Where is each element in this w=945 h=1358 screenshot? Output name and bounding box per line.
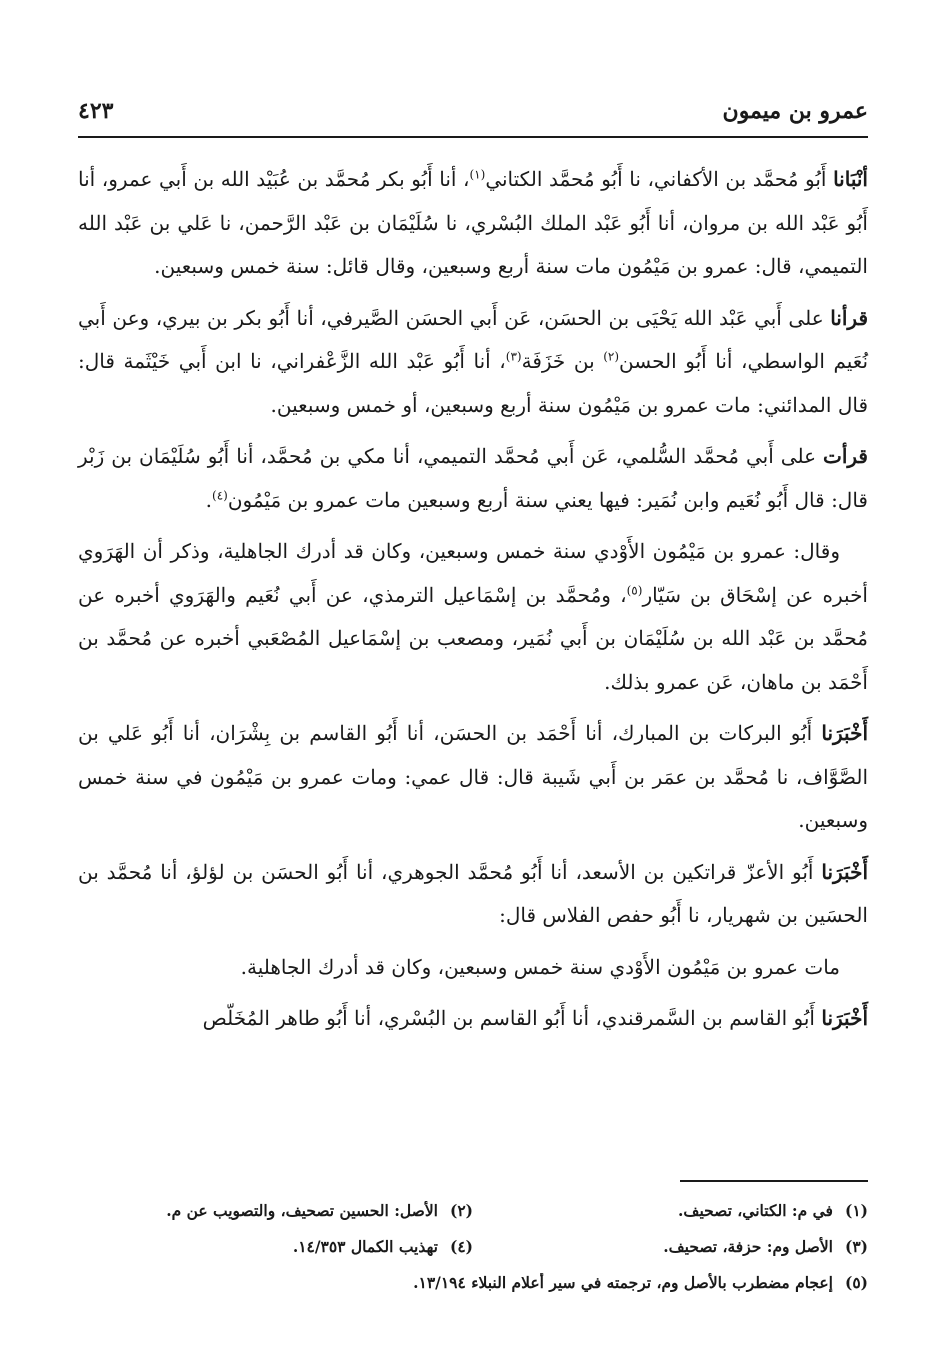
footnote-number: (٢) <box>449 1200 473 1220</box>
paragraph-lead: أنْبَانا <box>833 167 868 191</box>
paragraph-lead: قرأنا <box>830 305 868 330</box>
main-text <box>78 158 868 1049</box>
header-rule <box>78 136 868 138</box>
paragraph-lead: أَخْبَرَنا <box>821 859 868 884</box>
paragraph-text: وقال: عمرو بن مَيْمُون الأَوْدي سنة خمس وسبعين، وكان قد أدرك الجاهلية، وذكر أن الهَرَوي أخبره عن إسْحَاق بن سَيّار <box>78 539 868 607</box>
paragraph-text: بن خَزَفَة <box>521 349 604 373</box>
paragraph-text: أَبُو القاسم بن السَّمرقندي، أنا أَبُو القاسم بن البُسْري، أنا أَبُو طاهر المُخَلّص <box>202 1006 822 1030</box>
footnote-rule <box>680 1180 868 1182</box>
paragraph-text: أَبُو مُحمَّد بن الأكفاني، نا أَبُو مُحمَّد الكتاني <box>485 167 834 191</box>
footnote-2 <box>78 1201 473 1220</box>
paragraph-text: ، أنا أَبُو بكر مُحمَّد بن عُبَيْد الله بن أَبي عمرو، أنا أَبُو عَبْد الله بن مروان، أنا أَبُو عَبْد الملك البُسْري، نا سُلَيْمَان بن عَبْد الرَّحمن، نا عَلي بن عَبْد الله التميمي، قال: عمرو بن مَيْمُون مات سنة أربع وسبعين، وقال قائل: سنة خمس وسبعين. <box>78 167 868 278</box>
footnote-row <box>78 1228 868 1264</box>
footnote-ref[interactable]: (٤) <box>212 487 228 502</box>
page-number: ٤٢٣ <box>78 98 114 124</box>
footnote-number: (١) <box>844 1200 868 1220</box>
paragraph-lead: أَخْبَرَنا <box>821 721 869 745</box>
footnote-3 <box>473 1237 868 1256</box>
footnote-number: (٤) <box>449 1236 473 1256</box>
footnote-1 <box>473 1201 868 1220</box>
paragraph-lead: قرأت <box>823 444 868 468</box>
footnote-5 <box>78 1273 868 1292</box>
paragraph-text: أَبُو الأعزّ قراتكين بن الأسعد، أنا أَبُو مُحمَّد الجوهري، أنا أَبُو الحسَن بن لؤلؤ، أنا مُحمَّد بن الحسَين بن شهريار، نا أَبُو حفص الفلاس قال: <box>78 859 868 927</box>
paragraph-3 <box>78 435 868 522</box>
footnote-number: (٥) <box>844 1272 868 1292</box>
paragraph-text: مات عمرو بن مَيْمُون الأَوْدي سنة خمس وسبعين، وكان قد أدرك الجاهلية. <box>240 954 840 979</box>
paragraph-text: ، أنا أَبُو عَبْد الله الزَّعْفراني، نا ابن أَبي خَيْثَمة قال: قال المدائني: مات عمرو بن مَيْمُون سنة أربع وسبعين، أو خمس وسبعين. <box>78 349 868 417</box>
paragraph-text: على أَبي مُحمَّد السُّلمي، عَن أَبي مُحمَّد التميمي، أنا مكي بن مُحمَّد، أنا أَبُو سُلَيْمَان بن زَبْر قال: قال أَبُو نُعَيم وابن نُمَير: فيها يعني سنة أربع وسبعين مات عمرو بن مَيْمُون <box>78 444 868 512</box>
footnote-text: الأصل وم: حزفة، تصحيف. <box>663 1236 833 1256</box>
paragraph-lead: أَخْبَرَنا <box>821 1006 868 1030</box>
footnotes <box>78 1192 868 1300</box>
footnote-ref[interactable]: (٣) <box>505 349 522 364</box>
paragraph-text: . <box>205 487 213 512</box>
paragraph-7 <box>78 946 868 990</box>
footnote-row <box>78 1192 868 1228</box>
paragraph-4 <box>78 530 868 704</box>
running-title: عمرو بن ميمون <box>722 98 868 124</box>
footnote-text: تهذيب الكمال ١٤/٣٥٣. <box>292 1236 438 1256</box>
footnote-text: إعجام مضطرب بالأصل وم، ترجمته في سير أعلام النبلاء ١٣/١٩٤. <box>413 1272 833 1292</box>
footnote-ref[interactable]: (٢) <box>603 349 620 364</box>
footnote-text: في م: الكتاني، تصحيف. <box>678 1200 833 1220</box>
paragraph-text: على أَبي عَبْد الله يَحْيَى بن الحسَن، عَن أَبي الحسَن الصَّيرفي، أنا أَبُو بكر بن بيري، وعن أَبي نُعَيم الواسطي، أنا أَبُو الحسن <box>78 305 869 373</box>
paragraph-5 <box>78 712 868 843</box>
paragraph-1 <box>78 158 868 289</box>
paragraph-2 <box>78 297 868 428</box>
paragraph-8 <box>78 997 868 1041</box>
footnote-text: الأصل: الحسين تصحيف، والتصويب عن م. <box>166 1200 438 1220</box>
footnote-ref[interactable]: (٥) <box>626 582 643 597</box>
paragraph-text: أَبُو البركات بن المبارك، أنا أَحْمَد بن الحسَن، أنا أَبُو القاسم بن بِشْرَان، أنا أَبُو عَلي بن الصَّوَّاف، نا مُحمَّد بن عمَر بن أَبي شَيبة قال: قال عمي: ومات عمرو بن مَيْمُون في سنة خمس وسبعين. <box>78 721 869 832</box>
footnote-number: (٣) <box>844 1236 868 1256</box>
page-header <box>78 92 868 132</box>
footnote-row <box>78 1264 868 1300</box>
footnote-4 <box>78 1237 473 1256</box>
paragraph-6 <box>78 851 868 938</box>
footnote-ref[interactable]: (١) <box>469 167 486 182</box>
paragraph-text: ، ومُحمَّد بن إسْمَاعيل الترمذي، عن أَبي نُعَيم والهَرَوي أخبره عن مُحمَّد بن عَبْد الله بن سُلَيْمَان بن أَبي نُمَير، ومصعب بن إسْمَاعيل المُصْعَبي أخبره عن مُحمَّد بن أَحْمَد بن ماهان، عَن عمرو بذلك. <box>78 582 868 694</box>
